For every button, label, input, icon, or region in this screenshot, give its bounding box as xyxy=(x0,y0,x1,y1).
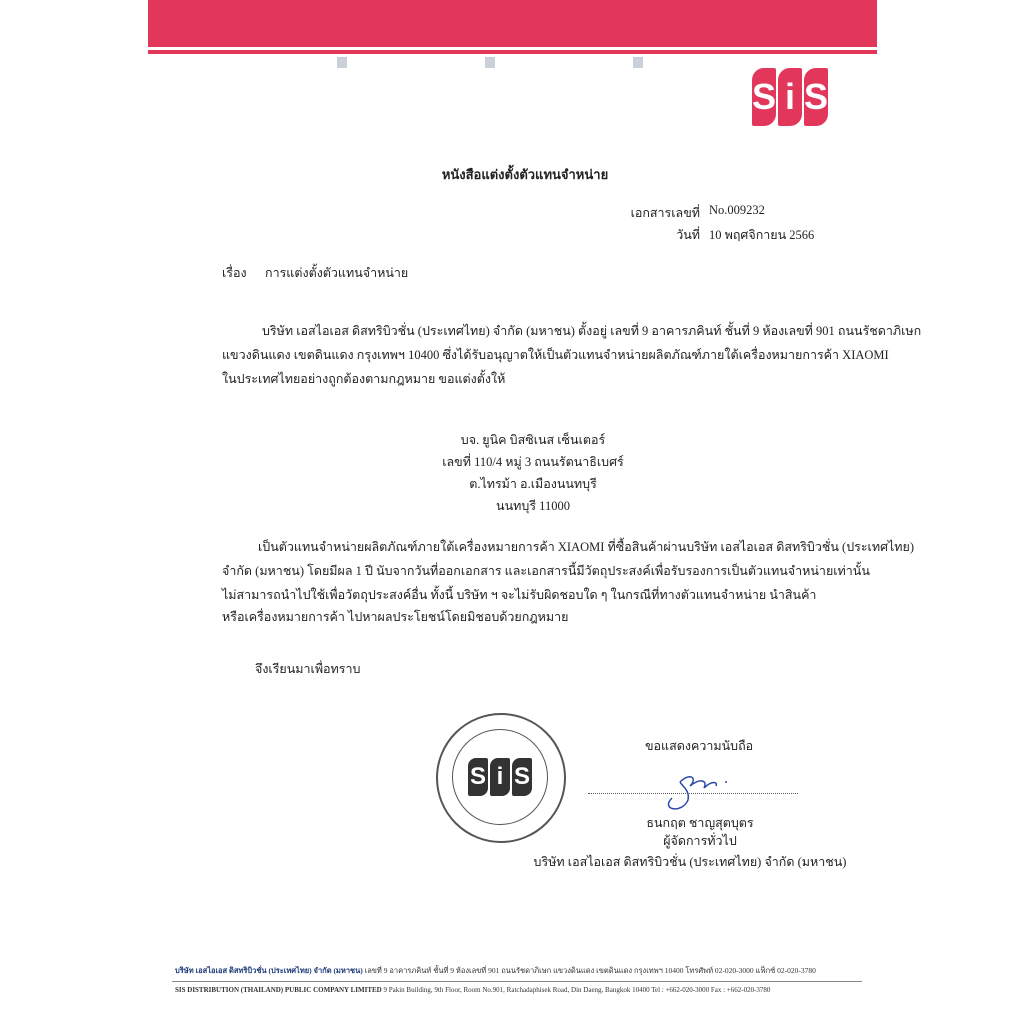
paragraph-line: ไม่สามารถนำไปใช้เพื่อวัตถุประสงค์อื่น ทั้งนี้ บริษัท ฯ จะไม่รับผิดชอบใด ๆ ในกรณีที่ทางตัวแทนจำหน่าย นำสินค้า xyxy=(222,588,817,602)
logo-letter: S xyxy=(752,68,776,126)
closing: จึงเรียนมาเพื่อทราบ xyxy=(255,662,361,676)
sis-logo xyxy=(752,68,828,126)
paragraph-line: ในประเทศไทยอย่างถูกต้องตามกฎหมาย ขอแต่งตั้งให้ xyxy=(222,372,506,386)
signer-name: ธนกฤต ชาญสุตบุตร xyxy=(646,816,754,830)
company-stamp xyxy=(436,713,566,843)
footer-thai-company: บริษัท เอสไอเอส ดิสทริบิวชั่น (ประเทศไทย) จำกัด (มหาชน) xyxy=(175,966,363,975)
paragraph-line: จำกัด (มหาชน) โดยมีผล 1 ปี นับจากวันที่ออกเอกสาร และเอกสารนี้มีวัตถุประสงค์เพื่อรับรองการเป็นตัวแทนจำหน่ายเท่านั้น xyxy=(222,564,870,578)
paragraph-line: แขวงดินแดง เขตดินแดง กรุงเทพฯ 10400 ซึ่งได้รับอนุญาตให้เป็นตัวแทนจำหน่ายผลิตภัณฑ์ภายใต้เครื่องหมายการค้า XIAOMI xyxy=(222,348,889,362)
stamp-logo: S i S xyxy=(468,758,532,796)
signer-position: ผู้จัดการทั่วไป xyxy=(663,834,737,848)
regards: ขอแสดงความนับถือ xyxy=(645,739,754,753)
appointee-line: บจ. ยูนิค บิสซิเนส เซ็นเตอร์ xyxy=(460,433,606,447)
appointee-line: เลขที่ 110/4 หมู่ 3 ถนนรัตนาธิเบศร์ xyxy=(442,455,624,469)
document-title: หนังสือแต่งตั้งตัวแทนจำหน่าย xyxy=(441,167,609,182)
logo-letter: i xyxy=(778,68,802,126)
doc-no: No.009232 xyxy=(709,203,765,217)
signer-company: บริษัท เอสไอเอส ดิสทริบิวชั่น (ประเทศไทย) จำกัด (มหาชน) xyxy=(533,855,847,869)
decor-square xyxy=(337,57,347,68)
letterhead-band xyxy=(148,0,877,47)
decor-square xyxy=(485,57,495,68)
subject-label: เรื่อง xyxy=(222,266,247,280)
footer-english xyxy=(175,986,770,994)
date-label: วันที่ xyxy=(676,228,700,242)
footer-en-company: SIS DISTRIBUTION (THAILAND) PUBLIC COMPANY LIMITED xyxy=(175,986,382,994)
subject-value: การแต่งตั้งตัวแทนจำหน่าย xyxy=(265,266,409,280)
decor-square xyxy=(633,57,643,68)
paragraph-line: เป็นตัวแทนจำหน่ายผลิตภัณฑ์ภายใต้เครื่องหมายการค้า XIAOMI ที่ซื้อสินค้าผ่านบริษัท เอสไอเอส ดิสทริบิวชั่น (ประเทศไทย) xyxy=(258,540,915,554)
date: 10 พฤศจิกายน 2566 xyxy=(709,228,815,242)
paragraph-line: หรือเครื่องหมายการค้า ไปหาผลประโยชน์โดยมิชอบด้วยกฎหมาย xyxy=(222,610,569,624)
appointee-line: นนทบุรี 11000 xyxy=(496,499,570,513)
appointee-line: ต.ไทรม้า อ.เมืองนนทบุรี xyxy=(469,477,597,491)
paragraph-line: บริษัท เอสไอเอส ดิสทริบิวชั่น (ประเทศไทย) จำกัด (มหาชน) ตั้งอยู่ เลขที่ 9 อาคารภคินท์ ชั้นที่ 9 ห้องเลขที่ 901 ถนนรัชดาภิเษก xyxy=(262,324,922,338)
signature-line xyxy=(588,793,798,794)
doc-no-label: เอกสารเลขที่ xyxy=(630,206,700,220)
footer-en-address: 9 Pakin Building, 9th Floor, Room No.901, Ratchadaphisek Road, Din Daeng, Bangkok 10400 Tel : +662-020-3000 Fax : +662-020-3780 xyxy=(381,986,771,994)
letterhead-rule xyxy=(148,50,877,54)
footer-rule xyxy=(172,981,862,982)
footer-thai xyxy=(175,965,816,977)
footer-thai-address: เลขที่ 9 อาคารภคินท์ ชั้นที่ 9 ห้องเลขที่ 901 ถนนรัชดาภิเษก แขวงดินแดง เขตดินแดง กรุงเทพฯ 10400 โทรศัพท์ 02-020-3000 แฟ็กซ์ 02-020-3780 xyxy=(362,966,816,975)
logo-letter: S xyxy=(804,68,828,126)
